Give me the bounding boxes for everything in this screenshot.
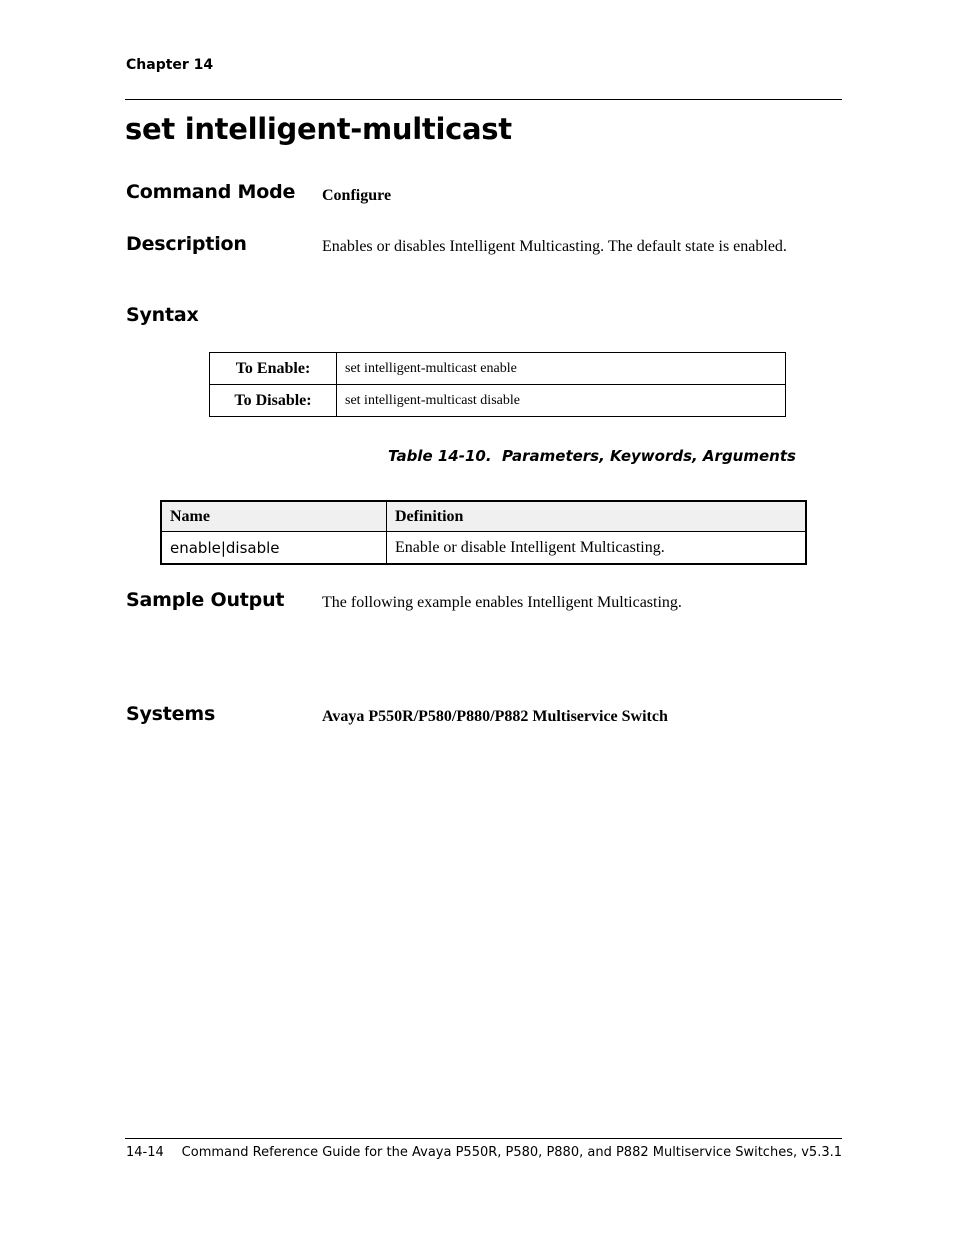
footer-page-number: 14-14 bbox=[126, 1145, 164, 1160]
command-mode-heading: Command Mode bbox=[126, 181, 296, 203]
syntax-command: set intelligent-multicast enable bbox=[337, 353, 786, 385]
sample-output-heading: Sample Output bbox=[126, 589, 285, 611]
footer-doc-title: Command Reference Guide for the Avaya P550R, P580, P880, and P882 Multiservice Switches, v5.3.1 bbox=[181, 1145, 842, 1160]
syntax-row-enable bbox=[210, 353, 786, 385]
table-caption: Table 14-10. Parameters, Keywords, Arguments bbox=[388, 447, 796, 465]
param-name: enable|disable bbox=[161, 532, 387, 565]
table-row bbox=[161, 532, 806, 565]
description-heading: Description bbox=[126, 233, 247, 255]
parameters-table bbox=[160, 500, 807, 565]
command-mode-value: Configure bbox=[322, 187, 392, 204]
syntax-label: To Disable: bbox=[210, 385, 337, 417]
syntax-table bbox=[209, 352, 786, 417]
column-header-definition: Definition bbox=[387, 501, 807, 532]
syntax-label: To Enable: bbox=[210, 353, 337, 385]
systems-heading: Systems bbox=[126, 703, 216, 725]
header-rule bbox=[125, 99, 842, 100]
description-text: Enables or disables Intelligent Multicasting. The default state is enabled. bbox=[322, 238, 787, 255]
param-definition: Enable or disable Intelligent Multicasting. bbox=[387, 532, 807, 565]
sample-output-text: The following example enables Intelligent Multicasting. bbox=[322, 594, 682, 611]
syntax-heading: Syntax bbox=[126, 304, 199, 326]
table-header-row bbox=[161, 501, 806, 532]
footer-rule bbox=[125, 1138, 842, 1139]
systems-value: Avaya P550R/P580/P880/P882 Multiservice Switch bbox=[322, 708, 668, 725]
syntax-command: set intelligent-multicast disable bbox=[337, 385, 786, 417]
chapter-header: Chapter 14 bbox=[126, 57, 214, 73]
column-header-name: Name bbox=[161, 501, 387, 532]
page-title: set intelligent-multicast bbox=[125, 112, 512, 146]
syntax-row-disable bbox=[210, 385, 786, 417]
